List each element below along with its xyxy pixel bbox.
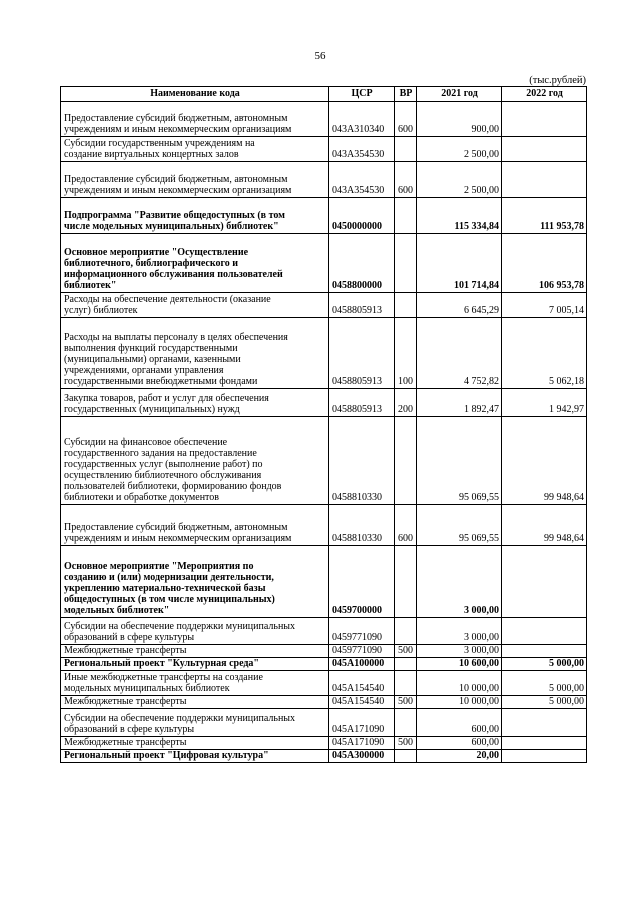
row-2021-cell: 6 645,29	[417, 293, 502, 318]
row-csr-cell: 043A310340	[329, 102, 395, 137]
row-2022-cell	[502, 137, 587, 162]
table-row	[61, 645, 587, 658]
row-csr-cell: 045A300000	[329, 750, 395, 763]
table-row	[61, 318, 587, 389]
budget-table	[60, 86, 587, 763]
row-csr-cell: 0458810330	[329, 505, 395, 546]
row-2021-cell: 4 752,82	[417, 318, 502, 389]
row-vr-cell: 600	[395, 505, 417, 546]
row-vr-cell: 500	[395, 696, 417, 709]
row-vr-cell	[395, 293, 417, 318]
row-2022-cell: 7 005,14	[502, 293, 587, 318]
row-vr-cell: 500	[395, 737, 417, 750]
row-csr-cell: 0459771090	[329, 645, 395, 658]
row-vr-cell	[395, 671, 417, 696]
row-2021-cell: 101 714,84	[417, 234, 502, 293]
row-name-cell: Расходы на выплаты персоналу в целях обеспечения выполнения функций государственными (муниципальными) органами, казенными учреждениями, органами управления государственными внебюджетными фондами	[61, 318, 329, 389]
header-csr: ЦСР	[329, 87, 395, 102]
row-2021-cell: 10 000,00	[417, 696, 502, 709]
row-csr-cell: 045A154540	[329, 696, 395, 709]
row-vr-cell: 200	[395, 389, 417, 417]
header-2022: 2022 год	[502, 87, 587, 102]
row-csr-cell: 043A354530	[329, 162, 395, 198]
row-vr-cell	[395, 198, 417, 234]
row-2021-cell: 600,00	[417, 709, 502, 737]
table-row	[61, 389, 587, 417]
page-number: 56	[314, 50, 326, 62]
row-2022-cell: 99 948,64	[502, 505, 587, 546]
table-row	[61, 618, 587, 645]
row-csr-cell: 045A100000	[329, 658, 395, 671]
row-2021-cell: 3 000,00	[417, 645, 502, 658]
row-2022-cell	[502, 162, 587, 198]
table-row	[61, 162, 587, 198]
table-header-row	[61, 87, 587, 102]
row-vr-cell	[395, 750, 417, 763]
row-name-cell: Межбюджетные трансферты	[61, 737, 329, 750]
row-2021-cell: 3 000,00	[417, 618, 502, 645]
header-vr: ВР	[395, 87, 417, 102]
table-row	[61, 737, 587, 750]
row-vr-cell: 500	[395, 645, 417, 658]
row-name-cell: Расходы на обеспечение деятельности (оказание услуг) библиотек	[61, 293, 329, 318]
row-2022-cell: 111 953,78	[502, 198, 587, 234]
row-vr-cell	[395, 137, 417, 162]
row-2022-cell	[502, 546, 587, 618]
row-2022-cell: 5 062,18	[502, 318, 587, 389]
row-2021-cell: 600,00	[417, 737, 502, 750]
row-2021-cell: 1 892,47	[417, 389, 502, 417]
row-2022-cell	[502, 645, 587, 658]
row-2021-cell: 95 069,55	[417, 505, 502, 546]
header-2021: 2021 год	[417, 87, 502, 102]
table-row	[61, 696, 587, 709]
row-name-cell: Подпрограмма "Развитие общедоступных (в том числе модельных муниципальных) библиотек"	[61, 198, 329, 234]
row-name-cell: Межбюджетные трансферты	[61, 696, 329, 709]
row-2021-cell: 115 334,84	[417, 198, 502, 234]
row-2022-cell: 106 953,78	[502, 234, 587, 293]
row-name-cell: Закупка товаров, работ и услуг для обеспечения государственных (муниципальных) нужд	[61, 389, 329, 417]
row-name-cell: Предоставление субсидий бюджетным, автономным учреждениям и иным некоммерческим организациям	[61, 102, 329, 137]
row-2022-cell: 1 942,97	[502, 389, 587, 417]
row-vr-cell	[395, 658, 417, 671]
row-2021-cell: 95 069,55	[417, 417, 502, 505]
row-2022-cell	[502, 709, 587, 737]
row-vr-cell	[395, 618, 417, 645]
row-csr-cell: 0458800000	[329, 234, 395, 293]
row-name-cell: Предоставление субсидий бюджетным, автономным учреждениям и иным некоммерческим организациям	[61, 505, 329, 546]
row-2022-cell: 99 948,64	[502, 417, 587, 505]
row-2022-cell: 5 000,00	[502, 671, 587, 696]
row-name-cell: Субсидии на обеспечение поддержки муниципальных образований в сфере культуры	[61, 618, 329, 645]
row-2021-cell: 20,00	[417, 750, 502, 763]
row-2021-cell: 3 000,00	[417, 546, 502, 618]
row-csr-cell: 0458805913	[329, 389, 395, 417]
row-2022-cell	[502, 102, 587, 137]
row-2022-cell	[502, 750, 587, 763]
row-2022-cell	[502, 737, 587, 750]
table-row	[61, 102, 587, 137]
row-csr-cell: 0459771090	[329, 618, 395, 645]
row-2021-cell: 10 000,00	[417, 671, 502, 696]
row-name-cell: Иные межбюджетные трансферты на создание модельных муниципальных библиотек	[61, 671, 329, 696]
row-name-cell: Субсидии государственным учреждениям на создание виртуальных концертных залов	[61, 137, 329, 162]
row-csr-cell: 0459700000	[329, 546, 395, 618]
table-row	[61, 750, 587, 763]
table-row	[61, 417, 587, 505]
row-name-cell: Субсидии на обеспечение поддержки муниципальных образований в сфере культуры	[61, 709, 329, 737]
row-csr-cell: 0458805913	[329, 293, 395, 318]
row-name-cell: Основное мероприятие "Осуществление библиотечного, библиографического и информационного обслуживания пользователей библиотек"	[61, 234, 329, 293]
row-vr-cell	[395, 234, 417, 293]
row-csr-cell: 045A171090	[329, 709, 395, 737]
row-2022-cell: 5 000,00	[502, 658, 587, 671]
table-row	[61, 709, 587, 737]
table-row	[61, 658, 587, 671]
row-name-cell: Основное мероприятие "Мероприятия по созданию и (или) модернизации деятельности, укреплению материально-технической базы общедоступных (в том числе муниципальных) модельных библиотек"	[61, 546, 329, 618]
header-name: Наименование кода	[61, 87, 329, 102]
row-vr-cell: 100	[395, 318, 417, 389]
row-2022-cell	[502, 618, 587, 645]
row-vr-cell	[395, 709, 417, 737]
table-row	[61, 293, 587, 318]
row-2021-cell: 900,00	[417, 102, 502, 137]
row-csr-cell: 043A354530	[329, 137, 395, 162]
row-csr-cell: 045A171090	[329, 737, 395, 750]
table-row	[61, 505, 587, 546]
table-body	[61, 102, 587, 763]
row-name-cell: Субсидии на финансовое обеспечение государственного задания на предоставление государственных услуг (выполнение работ) по осуществлению библиотечного обслуживания пользователей библиотеки, формированию фондов библиотеки и обработке документов	[61, 417, 329, 505]
row-2021-cell: 2 500,00	[417, 162, 502, 198]
table-row	[61, 198, 587, 234]
row-name-cell: Межбюджетные трансферты	[61, 645, 329, 658]
row-csr-cell: 0450000000	[329, 198, 395, 234]
table-row	[61, 137, 587, 162]
table-row	[61, 234, 587, 293]
row-csr-cell: 0458810330	[329, 417, 395, 505]
row-vr-cell: 600	[395, 102, 417, 137]
row-vr-cell	[395, 546, 417, 618]
units-label: (тыс.рублей)	[529, 75, 586, 86]
row-vr-cell: 600	[395, 162, 417, 198]
row-csr-cell: 045A154540	[329, 671, 395, 696]
row-name-cell: Региональный проект "Цифровая культура"	[61, 750, 329, 763]
table-row	[61, 671, 587, 696]
row-name-cell: Региональный проект "Культурная среда"	[61, 658, 329, 671]
row-2022-cell: 5 000,00	[502, 696, 587, 709]
table-row	[61, 546, 587, 618]
row-name-cell: Предоставление субсидий бюджетным, автономным учреждениям и иным некоммерческим организациям	[61, 162, 329, 198]
row-2021-cell: 2 500,00	[417, 137, 502, 162]
row-csr-cell: 0458805913	[329, 318, 395, 389]
row-vr-cell	[395, 417, 417, 505]
row-2021-cell: 10 600,00	[417, 658, 502, 671]
